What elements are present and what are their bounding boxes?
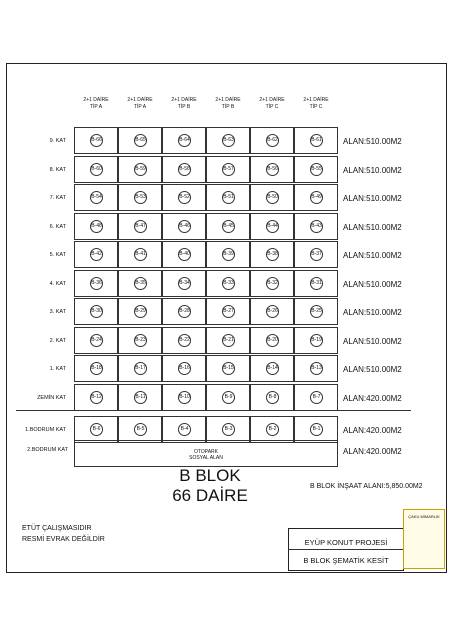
apartment-cell bbox=[162, 127, 206, 154]
unit-number: B-40 bbox=[178, 248, 191, 261]
unit-number: B-59 bbox=[134, 163, 147, 176]
unit-number: B-21 bbox=[222, 334, 235, 347]
unit-number: B-47 bbox=[134, 220, 147, 233]
floor-area: ALAN:510.00M2 bbox=[343, 251, 402, 260]
unit-number: B-7 bbox=[310, 391, 323, 404]
unit-number: B-61 bbox=[310, 134, 323, 147]
apartment-cell bbox=[162, 327, 206, 354]
apartment-cell bbox=[294, 270, 338, 297]
floor-label: 8. KAT bbox=[49, 166, 66, 173]
floor-area: ALAN:510.00M2 bbox=[343, 336, 402, 346]
sheet-name: B BLOK ŞEMATİK KESİT bbox=[303, 556, 389, 565]
apartment-cell bbox=[250, 327, 294, 354]
apartment-cell bbox=[74, 270, 118, 297]
basement2-label: 2.BODRUM KAT bbox=[27, 447, 68, 453]
column-header-type: 2+1 DAİRE bbox=[259, 97, 285, 103]
unit-number: B-45 bbox=[222, 220, 235, 233]
apartment-cell bbox=[206, 184, 250, 211]
apartment-cell bbox=[118, 156, 162, 183]
apartment-cell bbox=[206, 384, 250, 411]
apartment-cell bbox=[162, 184, 206, 211]
not-official-warning: RESMİ EVRAK DEĞİLDİR bbox=[22, 536, 105, 543]
floor-label: 1.BODRUM KAT bbox=[25, 427, 66, 433]
apartment-cell bbox=[206, 327, 250, 354]
apartment-cell bbox=[206, 416, 250, 443]
apartment-cell bbox=[206, 355, 250, 382]
floor-area: ALAN:510.00M2 bbox=[343, 308, 402, 317]
unit-number: B-10 bbox=[178, 391, 191, 404]
unit-number: B-57 bbox=[222, 163, 235, 176]
unit-number: B-23 bbox=[134, 334, 147, 347]
parking-label: OTOPARK bbox=[194, 449, 218, 455]
unit-number: B-32 bbox=[266, 277, 279, 290]
unit-number: B-46 bbox=[178, 220, 191, 233]
social-area-label: SOSYAL ALAN bbox=[189, 455, 223, 461]
apartment-cell bbox=[118, 241, 162, 268]
apartment-cell bbox=[162, 156, 206, 183]
unit-number: B-13 bbox=[310, 362, 323, 375]
unit-number: B-14 bbox=[266, 362, 279, 375]
unit-number: B-62 bbox=[266, 134, 279, 147]
unit-number: B-2 bbox=[266, 423, 279, 436]
column-header bbox=[162, 97, 206, 111]
apartment-cell bbox=[250, 184, 294, 211]
unit-number: B-9 bbox=[222, 391, 235, 404]
unit-number: B-55 bbox=[310, 163, 323, 176]
unit-number: B-58 bbox=[178, 163, 191, 176]
column-header-tip: TİP C bbox=[309, 104, 323, 110]
unit-number: B-27 bbox=[222, 305, 235, 318]
apartment-cell bbox=[250, 355, 294, 382]
column-header bbox=[206, 97, 250, 111]
unit-number: B-51 bbox=[222, 191, 235, 204]
unit-number: B-11 bbox=[134, 391, 147, 404]
unit-number: B-18 bbox=[90, 362, 103, 375]
column-header-type: 2+1 DAİRE bbox=[83, 97, 109, 103]
unit-number: B-48 bbox=[90, 220, 103, 233]
column-header-type: 2+1 DAİRE bbox=[127, 97, 153, 103]
floor-label: ZEMİN KAT bbox=[37, 394, 66, 401]
floor-area: ALAN:510.00M2 bbox=[343, 137, 402, 146]
apartment-cell bbox=[74, 298, 118, 325]
column-header bbox=[250, 97, 294, 111]
unit-number: B-28 bbox=[178, 305, 191, 318]
logo-text: ÇAKU MİMARLIK bbox=[408, 514, 440, 519]
apartment-cell bbox=[294, 213, 338, 240]
apartment-cell bbox=[74, 241, 118, 268]
parking-social-area bbox=[74, 440, 338, 467]
apartment-cell bbox=[206, 156, 250, 183]
unit-number: B-34 bbox=[178, 277, 191, 290]
apartment-cell bbox=[74, 127, 118, 154]
unit-number: B-39 bbox=[222, 248, 235, 261]
unit-number: B-24 bbox=[90, 334, 103, 347]
column-header-type: 2+1 DAİRE bbox=[303, 97, 329, 103]
unit-number: B-1 bbox=[310, 423, 323, 436]
unit-number: B-52 bbox=[178, 191, 191, 204]
apartment-cell bbox=[250, 241, 294, 268]
unit-number: B-17 bbox=[134, 362, 147, 375]
unit-number: B-19 bbox=[310, 334, 323, 347]
construction-area-summary: B BLOK İNŞAAT ALANI:5,850.00M2 bbox=[310, 483, 423, 490]
company-logo bbox=[403, 509, 445, 569]
apartment-cell bbox=[294, 184, 338, 211]
apartment-cell bbox=[162, 241, 206, 268]
unit-count-title: 66 DAİRE bbox=[172, 486, 248, 505]
column-header-type: 2+1 DAİRE bbox=[171, 97, 197, 103]
unit-number: B-3 bbox=[222, 423, 235, 436]
unit-number: B-65 bbox=[134, 134, 147, 147]
apartment-cell bbox=[294, 416, 338, 443]
apartment-cell bbox=[74, 355, 118, 382]
apartment-cell bbox=[118, 327, 162, 354]
unit-number: B-63 bbox=[222, 134, 235, 147]
apartment-cell bbox=[206, 241, 250, 268]
unit-number: B-30 bbox=[90, 305, 103, 318]
unit-number: B-50 bbox=[266, 191, 279, 204]
apartment-cell bbox=[294, 327, 338, 354]
apartment-cell bbox=[250, 298, 294, 325]
unit-number: B-12 bbox=[90, 391, 103, 404]
apartment-cell bbox=[74, 384, 118, 411]
apartment-cell bbox=[162, 213, 206, 240]
unit-number: B-6 bbox=[90, 423, 103, 436]
apartment-cell bbox=[250, 213, 294, 240]
unit-number: B-5 bbox=[134, 423, 147, 436]
unit-number: B-43 bbox=[310, 220, 323, 233]
block-title: B BLOK bbox=[179, 466, 241, 485]
apartment-cell bbox=[118, 270, 162, 297]
unit-number: B-29 bbox=[134, 305, 147, 318]
ground-line bbox=[16, 410, 411, 411]
apartment-cell bbox=[162, 355, 206, 382]
column-header-tip: TİP B bbox=[221, 104, 235, 110]
floor-area: ALAN:510.00M2 bbox=[343, 194, 402, 203]
apartment-cell bbox=[206, 127, 250, 154]
apartment-cell bbox=[250, 127, 294, 154]
unit-number: B-4 bbox=[178, 423, 191, 436]
apartment-cell bbox=[118, 298, 162, 325]
unit-number: B-36 bbox=[90, 277, 103, 290]
apartment-cell bbox=[206, 213, 250, 240]
study-warning: ETÜT ÇALIŞMASIDIR bbox=[22, 525, 92, 532]
apartment-cell bbox=[118, 127, 162, 154]
apartment-cell bbox=[294, 156, 338, 183]
apartment-cell bbox=[118, 416, 162, 443]
floor-label: 6. KAT bbox=[49, 223, 66, 230]
floor-area: ALAN:510.00M2 bbox=[343, 222, 402, 232]
unit-number: B-44 bbox=[266, 220, 279, 233]
floor-label: 3. KAT bbox=[49, 309, 66, 315]
unit-number: B-66 bbox=[90, 134, 103, 147]
unit-number: B-56 bbox=[266, 163, 279, 176]
column-header bbox=[74, 97, 118, 111]
apartment-cell bbox=[118, 184, 162, 211]
apartment-cell bbox=[250, 416, 294, 443]
floor-label: 2. KAT bbox=[49, 337, 66, 344]
apartment-cell bbox=[118, 384, 162, 411]
unit-number: B-49 bbox=[310, 191, 323, 204]
unit-number: B-37 bbox=[310, 248, 323, 261]
column-header-tip: TİP A bbox=[133, 104, 147, 110]
column-header bbox=[118, 97, 162, 111]
unit-number: B-41 bbox=[134, 248, 147, 261]
unit-number: B-33 bbox=[222, 277, 235, 290]
floor-label: 7. KAT bbox=[49, 195, 66, 201]
apartment-cell bbox=[74, 327, 118, 354]
unit-number: B-42 bbox=[90, 248, 103, 261]
unit-number: B-16 bbox=[178, 362, 191, 375]
column-header bbox=[294, 97, 338, 111]
column-header-tip: TİP C bbox=[265, 104, 279, 110]
floor-area: ALAN:420.00M2 bbox=[343, 426, 402, 435]
unit-number: B-64 bbox=[178, 134, 191, 147]
floor-area: ALAN:420.00M2 bbox=[343, 393, 402, 403]
floor-area: ALAN:510.00M2 bbox=[343, 279, 402, 289]
apartment-cell bbox=[250, 270, 294, 297]
apartment-cell bbox=[74, 184, 118, 211]
apartment-cell bbox=[162, 384, 206, 411]
column-header-type: 2+1 DAİRE bbox=[215, 97, 241, 103]
project-name: EYÜP KONUT PROJESİ bbox=[304, 538, 388, 547]
apartment-cell bbox=[206, 270, 250, 297]
column-header-tip: TİP A bbox=[89, 104, 103, 110]
floor-label: 5. KAT bbox=[49, 252, 66, 258]
apartment-cell bbox=[294, 241, 338, 268]
apartment-cell bbox=[74, 213, 118, 240]
floor-label: 4. KAT bbox=[49, 280, 66, 287]
unit-number: B-54 bbox=[90, 191, 103, 204]
floor-area: ALAN:510.00M2 bbox=[343, 165, 402, 175]
basement2-area: ALAN:420.00M2 bbox=[343, 447, 402, 456]
unit-number: B-15 bbox=[222, 362, 235, 375]
floor-label: 1. KAT bbox=[49, 366, 66, 372]
apartment-cell bbox=[118, 355, 162, 382]
title-block-divider bbox=[288, 549, 404, 550]
unit-number: B-38 bbox=[266, 248, 279, 261]
unit-number: B-53 bbox=[134, 191, 147, 204]
floor-area: ALAN:510.00M2 bbox=[343, 365, 402, 374]
unit-number: B-8 bbox=[266, 391, 279, 404]
apartment-cell bbox=[206, 298, 250, 325]
unit-number: B-60 bbox=[90, 163, 103, 176]
unit-number: B-35 bbox=[134, 277, 147, 290]
unit-number: B-31 bbox=[310, 277, 323, 290]
unit-number: B-20 bbox=[266, 334, 279, 347]
apartment-cell bbox=[294, 384, 338, 411]
unit-number: B-22 bbox=[178, 334, 191, 347]
column-header-tip: TİP B bbox=[177, 104, 191, 110]
apartment-cell bbox=[294, 127, 338, 154]
apartment-cell bbox=[74, 156, 118, 183]
apartment-cell bbox=[74, 416, 118, 443]
apartment-cell bbox=[250, 384, 294, 411]
apartment-cell bbox=[162, 270, 206, 297]
apartment-cell bbox=[294, 298, 338, 325]
apartment-cell bbox=[118, 213, 162, 240]
apartment-cell bbox=[162, 416, 206, 443]
floor-label: 9. KAT bbox=[49, 138, 66, 144]
apartment-cell bbox=[294, 355, 338, 382]
apartment-cell bbox=[250, 156, 294, 183]
unit-number: B-25 bbox=[310, 305, 323, 318]
apartment-cell bbox=[162, 298, 206, 325]
unit-number: B-26 bbox=[266, 305, 279, 318]
